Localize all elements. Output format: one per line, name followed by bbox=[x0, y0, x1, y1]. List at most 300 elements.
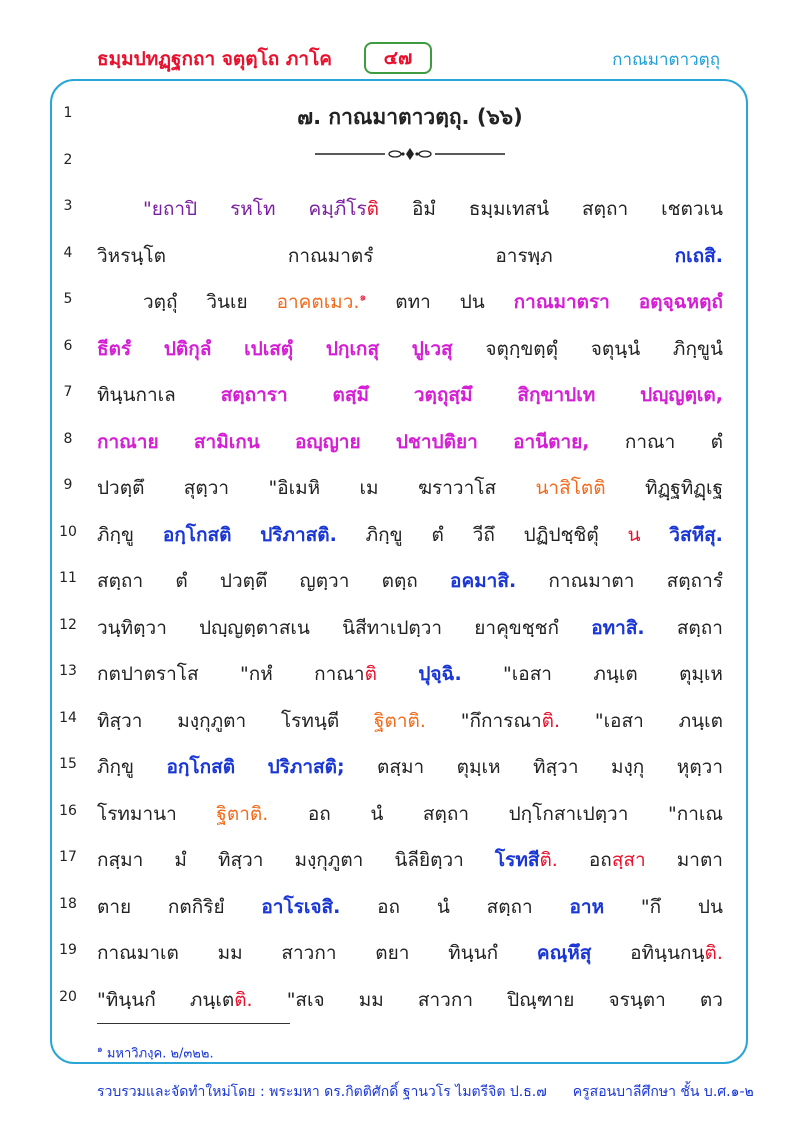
word bbox=[412, 194, 436, 224]
line-number: 13 bbox=[59, 663, 77, 679]
word-text: สตฺถา bbox=[422, 802, 470, 825]
word bbox=[485, 334, 558, 364]
word bbox=[97, 752, 134, 782]
line-number: 18 bbox=[59, 895, 77, 912]
word bbox=[97, 427, 159, 457]
word-text: ทิฏฺฐทิฏฺเฐ bbox=[644, 477, 723, 499]
verse-line bbox=[97, 799, 723, 829]
word bbox=[374, 706, 426, 736]
verse-line bbox=[97, 566, 723, 596]
word bbox=[97, 938, 179, 968]
word bbox=[218, 845, 263, 875]
word-text: กตกิริยํ bbox=[167, 895, 225, 918]
word bbox=[281, 938, 336, 968]
footer-credit: รวบรวมและจัดทำใหม่โดย : พระมหา ดร.กิตติศักดิ์ ฐานวโร ไมตรีจิต ป.ธ.๗ bbox=[97, 1084, 547, 1100]
word-text: เปเสตุํ bbox=[244, 337, 294, 360]
word-text: กเถสิ. bbox=[674, 244, 723, 267]
word-text: ตยา bbox=[375, 942, 410, 964]
word-text: มาตา bbox=[676, 849, 723, 871]
word bbox=[679, 659, 723, 689]
word bbox=[677, 752, 723, 782]
word-text: "กาเณ bbox=[667, 802, 723, 825]
word bbox=[268, 473, 320, 503]
word bbox=[469, 194, 549, 224]
word-text: กาณมาตรา bbox=[513, 291, 610, 313]
word bbox=[503, 659, 552, 689]
header-right: กาณมาตาวตฺถุ bbox=[612, 50, 720, 70]
word-text: ตํ bbox=[710, 430, 723, 453]
word-suffix: สฺสา bbox=[611, 849, 646, 871]
word bbox=[509, 799, 629, 829]
word bbox=[535, 473, 605, 503]
word bbox=[591, 613, 644, 643]
word bbox=[216, 799, 268, 829]
word bbox=[395, 287, 431, 317]
word-text: กาณาย bbox=[97, 430, 159, 453]
word-text: อตฺจฺฉหตฺถํ bbox=[638, 291, 723, 313]
word bbox=[593, 659, 637, 689]
word bbox=[308, 194, 379, 224]
word bbox=[294, 845, 363, 875]
word-text: โรทสี bbox=[494, 849, 540, 871]
word-text: สาวกา bbox=[281, 942, 337, 964]
word-text: มงฺกุ bbox=[611, 756, 645, 778]
word-text: ปิณฺฑาย bbox=[507, 988, 575, 1011]
word-text: มม bbox=[358, 988, 384, 1011]
word bbox=[97, 334, 131, 364]
word-text: ภิกฺขูนํ bbox=[672, 337, 723, 360]
word bbox=[261, 892, 340, 922]
word bbox=[675, 241, 723, 271]
line-number: 5 bbox=[63, 291, 73, 307]
word-text: ปกฺโกสาเปตฺวา bbox=[508, 802, 629, 825]
line-number: 1 bbox=[63, 105, 73, 121]
word-text: ปน bbox=[697, 895, 723, 918]
verse-line bbox=[97, 938, 723, 968]
word-text: ภนฺเต bbox=[593, 663, 638, 685]
word-text: ธมฺมเทสนํ bbox=[468, 198, 550, 220]
word bbox=[679, 706, 723, 736]
word-text: โรทนฺตี bbox=[280, 709, 340, 732]
word-text: กตปาตราโส bbox=[97, 663, 199, 685]
word bbox=[287, 985, 325, 1015]
word bbox=[414, 380, 473, 410]
word bbox=[97, 799, 177, 829]
word-text: น bbox=[627, 523, 641, 546]
word bbox=[174, 845, 187, 875]
word bbox=[97, 473, 144, 503]
line-number: 19 bbox=[59, 942, 77, 958]
word-text: ทินฺนกาเล bbox=[97, 384, 176, 406]
word bbox=[240, 659, 273, 689]
word bbox=[700, 985, 723, 1015]
word bbox=[143, 287, 178, 317]
word-text: ปูเวสุ bbox=[411, 337, 453, 360]
word-text: มงฺกุภูตา bbox=[177, 709, 247, 732]
word-text: ตว bbox=[699, 988, 723, 1011]
word bbox=[711, 427, 723, 457]
word bbox=[230, 194, 275, 224]
word bbox=[295, 427, 361, 457]
line-number: 6 bbox=[63, 337, 73, 354]
word-text: วตฺถุํ bbox=[143, 291, 178, 313]
word-text: อญฺญาย bbox=[295, 430, 361, 453]
word-text: ปวตฺตึ bbox=[219, 570, 268, 592]
word-text: นิลียิตฺวา bbox=[394, 849, 464, 871]
word-text: ธีตรํ bbox=[97, 337, 132, 360]
header-left: ธมฺมปทฏฺฐกถา จตุตฺโถ ภาโค bbox=[97, 48, 333, 70]
word bbox=[244, 334, 293, 364]
word bbox=[418, 659, 461, 689]
word bbox=[175, 566, 187, 596]
verse-line bbox=[97, 194, 723, 224]
line-number: 16 bbox=[59, 802, 77, 819]
word-text: อทาสิ. bbox=[591, 616, 645, 639]
verse-line bbox=[97, 659, 723, 689]
word-text: กาณมาตรํ bbox=[287, 244, 374, 267]
verse-line bbox=[97, 706, 723, 736]
word-text: "กึการณา bbox=[460, 709, 542, 732]
word-text: ปฏิปชฺชิตุํ bbox=[523, 523, 599, 546]
verse-line bbox=[97, 892, 723, 922]
word-text: มงฺกุภูตา bbox=[294, 849, 364, 871]
word bbox=[377, 892, 400, 922]
word bbox=[97, 241, 166, 271]
word-suffix: ติ. bbox=[541, 709, 561, 732]
word bbox=[97, 380, 176, 410]
word bbox=[382, 566, 418, 596]
line-number: 2 bbox=[63, 151, 73, 168]
word-text: จตุกฺขตฺตุํ bbox=[485, 337, 558, 360]
word bbox=[589, 845, 646, 875]
word bbox=[668, 799, 723, 829]
word bbox=[630, 938, 723, 968]
word-text: อาคตเมว. bbox=[276, 291, 360, 313]
word bbox=[184, 473, 229, 503]
word-text: อทินฺนกนฺ bbox=[630, 942, 705, 964]
word bbox=[97, 520, 134, 550]
word-text: "สเจ bbox=[286, 988, 325, 1011]
line-number: 15 bbox=[59, 756, 77, 772]
word-text: ภิกฺขู bbox=[97, 756, 135, 778]
word bbox=[608, 985, 665, 1015]
word-text: "กหํ bbox=[239, 663, 273, 685]
word-text: ปวตฺตึ bbox=[97, 477, 145, 499]
word-text: อาห bbox=[569, 895, 605, 918]
word-text: ปกฺเกสุ bbox=[325, 337, 380, 360]
word bbox=[487, 892, 533, 922]
word bbox=[474, 613, 559, 643]
word-text: กสฺมา bbox=[97, 849, 144, 871]
word-text: ปริภาสติ; bbox=[267, 756, 345, 778]
word-text: จตุนฺนํ bbox=[590, 337, 641, 360]
word-text: ยาคุขชฺชกํ bbox=[474, 616, 560, 639]
word bbox=[370, 799, 383, 829]
word bbox=[194, 427, 260, 457]
word bbox=[513, 427, 589, 457]
word-text: มม bbox=[217, 942, 243, 964]
word-text: คมฺภีโร bbox=[308, 198, 367, 220]
footer-course: ครูสอนบาลีศึกษา ชั้น บ.ศ.๑-๒ bbox=[572, 1084, 754, 1100]
word bbox=[473, 520, 495, 550]
word-text: อถ bbox=[588, 849, 612, 871]
word bbox=[460, 287, 485, 317]
word-text: "ยถาปิ bbox=[143, 198, 198, 220]
word-text: กาณมาเต bbox=[97, 942, 179, 964]
word-suffix: ติ. bbox=[539, 849, 558, 871]
word-text: ปุจฺฉิ. bbox=[418, 663, 462, 685]
footnote-text: มหาวิภงฺค. ๒/๓๒๒. bbox=[106, 1046, 214, 1062]
word bbox=[569, 892, 604, 922]
word bbox=[457, 752, 501, 782]
word bbox=[396, 427, 478, 457]
word-text: กาณา bbox=[314, 663, 365, 685]
word bbox=[190, 985, 253, 1015]
word bbox=[260, 520, 337, 550]
word-text: ญตฺวา bbox=[299, 570, 350, 592]
verse-line bbox=[97, 241, 723, 271]
word bbox=[342, 613, 442, 643]
word bbox=[548, 566, 634, 596]
word-text: วิสหึสุ. bbox=[669, 523, 723, 546]
word-text: วตฺถุสฺมึ bbox=[413, 384, 473, 406]
footnote bbox=[97, 1042, 214, 1063]
word-suffix: ติ bbox=[364, 663, 377, 685]
word bbox=[268, 752, 345, 782]
word-text: ทิสฺวา bbox=[97, 709, 143, 732]
word-text: วีถึ bbox=[472, 523, 495, 546]
line-number: 8 bbox=[63, 430, 73, 447]
word-text: วนฺทิตฺวา bbox=[97, 616, 167, 639]
word-text: "ทินฺนกํ bbox=[97, 988, 156, 1011]
word-text: ตาย bbox=[97, 895, 132, 918]
word-text: สตฺถา bbox=[486, 895, 533, 918]
word-text: ปริภาสติ. bbox=[260, 523, 337, 546]
verse-line bbox=[97, 520, 723, 550]
line-number: 4 bbox=[63, 244, 73, 261]
word-text: รหโท bbox=[230, 198, 276, 220]
word-text: คณฺหึสุ bbox=[536, 942, 592, 964]
footnote-rule bbox=[97, 1023, 290, 1024]
word-text: ฆราวาโส bbox=[417, 477, 497, 499]
word-text: สุตฺวา bbox=[183, 477, 230, 499]
word bbox=[281, 706, 339, 736]
word bbox=[595, 706, 644, 736]
word bbox=[514, 287, 610, 317]
word bbox=[418, 473, 496, 503]
word-text: ปน bbox=[459, 291, 485, 313]
word bbox=[97, 659, 199, 689]
story-title: ๗. กาณมาตาวตฺถุ. (๖๖) bbox=[297, 105, 523, 129]
word bbox=[97, 845, 143, 875]
word-text: หุตฺวา bbox=[676, 756, 723, 778]
word-text: สตฺถา bbox=[676, 616, 723, 639]
word-text: นํ bbox=[370, 802, 384, 825]
word bbox=[314, 659, 377, 689]
word-text: อาโรเจสิ. bbox=[261, 895, 341, 918]
word bbox=[645, 473, 723, 503]
word-text: ฐิตาติ. bbox=[216, 802, 269, 825]
word-text: ทินฺนกํ bbox=[448, 942, 499, 964]
word bbox=[448, 938, 498, 968]
line-number: 11 bbox=[59, 570, 77, 586]
word bbox=[199, 613, 310, 643]
word bbox=[300, 566, 350, 596]
word bbox=[97, 892, 131, 922]
word-text: ภนฺเต bbox=[678, 709, 723, 732]
word bbox=[418, 985, 473, 1015]
word-text: ตสฺมึ bbox=[332, 384, 370, 406]
word bbox=[507, 985, 574, 1015]
verse-line bbox=[97, 287, 723, 317]
line-number: 7 bbox=[63, 384, 73, 400]
word-text: เชตวเน bbox=[661, 198, 723, 220]
word bbox=[524, 520, 599, 550]
word bbox=[517, 380, 595, 410]
word bbox=[177, 706, 246, 736]
word-text: สตฺถา bbox=[97, 570, 144, 592]
word-text: ทิสฺวา bbox=[217, 849, 264, 871]
word-text: สามิเกน bbox=[193, 430, 260, 453]
verse-line bbox=[97, 845, 723, 875]
word-text: จรนฺตา bbox=[608, 988, 666, 1011]
word bbox=[366, 520, 403, 550]
word-text: นิสีทาเปตฺวา bbox=[342, 616, 443, 639]
word-text: ปติกุลํ bbox=[163, 337, 212, 360]
verse-line bbox=[97, 380, 723, 410]
word bbox=[97, 613, 167, 643]
verse-line bbox=[97, 473, 723, 503]
word-text: ภิกฺขู bbox=[365, 523, 403, 546]
word bbox=[640, 380, 723, 410]
verse-line bbox=[97, 334, 723, 364]
line-number: 17 bbox=[59, 849, 77, 865]
word-text: กาณา bbox=[624, 430, 676, 453]
word bbox=[375, 938, 409, 968]
word bbox=[661, 194, 723, 224]
word-text: "เอสา bbox=[594, 709, 644, 732]
word bbox=[533, 752, 578, 782]
word bbox=[308, 799, 331, 829]
word-text: เม bbox=[359, 477, 379, 499]
word-text: วิหรนฺโต bbox=[97, 244, 166, 267]
word bbox=[164, 334, 212, 364]
word-text: ตทา bbox=[395, 291, 431, 313]
word-text: อานีตาย, bbox=[513, 430, 590, 453]
word bbox=[669, 520, 723, 550]
word bbox=[450, 566, 516, 596]
word bbox=[326, 334, 379, 364]
word-text: ทิสฺวา bbox=[533, 756, 579, 778]
word-text: สาวกา bbox=[417, 988, 474, 1011]
word bbox=[377, 752, 424, 782]
word-text: กาณมาตา bbox=[548, 570, 635, 592]
word-text: ตสฺมา bbox=[377, 756, 425, 778]
word-text: อถ bbox=[377, 895, 401, 918]
word-text: ตํ bbox=[175, 570, 188, 592]
word-text: อกฺโกสติ bbox=[166, 756, 236, 778]
word-text: ภนฺเต bbox=[189, 988, 235, 1011]
word bbox=[537, 938, 591, 968]
word-text: อารพฺภ bbox=[495, 244, 553, 267]
verse-line bbox=[97, 613, 723, 643]
word bbox=[667, 566, 723, 596]
word bbox=[221, 380, 288, 410]
page-number-box: ๔๗ bbox=[364, 42, 432, 74]
word bbox=[582, 194, 628, 224]
word-text: อถ bbox=[307, 802, 331, 825]
word-text: อคมาสิ. bbox=[450, 570, 517, 592]
word-text: "อิเมหิ bbox=[268, 477, 321, 499]
line-number: 9 bbox=[63, 477, 73, 493]
footer bbox=[97, 1081, 754, 1103]
word bbox=[97, 706, 142, 736]
word bbox=[423, 799, 469, 829]
word bbox=[591, 334, 640, 364]
word-text: มํ bbox=[174, 849, 187, 871]
verse-line bbox=[97, 427, 723, 457]
word-text: สตฺถา bbox=[582, 198, 629, 220]
word bbox=[677, 613, 723, 643]
word-text: วินเย bbox=[206, 291, 248, 313]
word bbox=[288, 241, 374, 271]
word-text: ปญฺญตฺตาสเน bbox=[199, 616, 310, 639]
word bbox=[360, 473, 379, 503]
word-text: ตํ bbox=[431, 523, 444, 546]
word bbox=[163, 520, 232, 550]
word bbox=[412, 334, 453, 364]
line-number: 12 bbox=[59, 616, 77, 633]
word-text: ฐิตาติ. bbox=[374, 709, 426, 732]
word bbox=[611, 752, 644, 782]
word-text: สตฺถารํ bbox=[666, 570, 723, 592]
word bbox=[97, 566, 143, 596]
word bbox=[437, 892, 450, 922]
word bbox=[625, 427, 675, 457]
word bbox=[698, 892, 723, 922]
footnote-mark: ๑ bbox=[97, 1045, 103, 1055]
word-text: นํ bbox=[436, 895, 450, 918]
word-text: อิมํ bbox=[411, 198, 436, 220]
word bbox=[461, 706, 560, 736]
word bbox=[218, 938, 243, 968]
word bbox=[639, 287, 723, 317]
word bbox=[333, 380, 369, 410]
word bbox=[167, 752, 236, 782]
word-text: ตุมฺเห bbox=[456, 756, 501, 778]
line-number: 14 bbox=[59, 709, 77, 726]
word bbox=[168, 892, 225, 922]
word bbox=[677, 845, 723, 875]
word-suffix: ติ bbox=[366, 198, 379, 220]
line-number: 10 bbox=[59, 523, 77, 540]
word bbox=[641, 892, 661, 922]
word-text: ปชาปติยา bbox=[395, 430, 478, 453]
verse-line bbox=[97, 985, 723, 1015]
word-text: ตตฺถ bbox=[381, 570, 418, 592]
line-number: 20 bbox=[59, 988, 77, 1005]
word-text: สตฺถารา bbox=[220, 384, 288, 406]
word-text: ปญฺญตฺเต, bbox=[640, 384, 723, 406]
word bbox=[432, 520, 444, 550]
line-number: 3 bbox=[63, 198, 73, 214]
footnote-ref: ๑ bbox=[359, 290, 367, 304]
word-suffix: ติ. bbox=[234, 988, 253, 1011]
word bbox=[359, 985, 384, 1015]
word-text: สิกฺขาปเท bbox=[517, 384, 596, 406]
word-text: ภิกฺขู bbox=[97, 523, 135, 546]
word bbox=[220, 566, 267, 596]
